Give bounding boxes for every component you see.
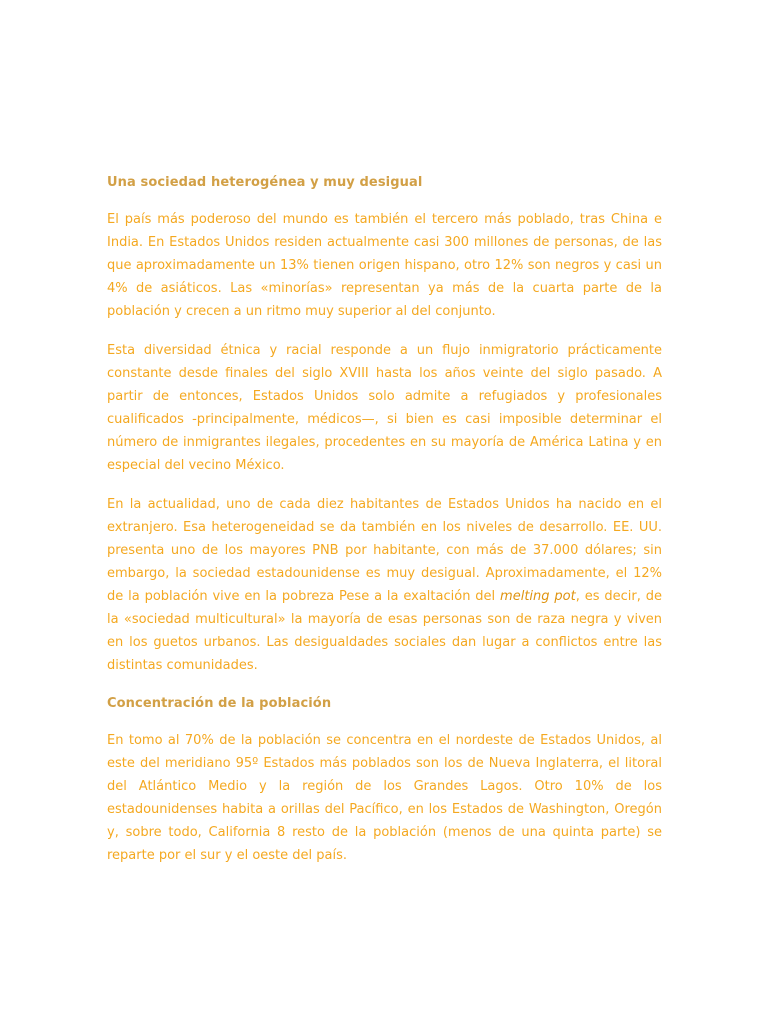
paragraph-3-text-b: , es decir, de la «sociedad multicultural» la mayoría de esas personas son de raza negra y viven en los guetos urbanos. Las desigualdades sociales dan lugar a conflictos entre las distintas comunidades. — [107, 589, 662, 673]
paragraph-3 — [107, 493, 662, 677]
paragraph-3-text-a: En la actualidad, uno de cada diez habitantes de Estados Unidos ha nacido en el extranjero. Esa heterogeneidad se da también en los niveles de desarrollo. EE. UU. presenta uno de los mayores PNB por habitante, con más de 37.000 dólares; sin embargo, la sociedad estadounidense es muy desigual. Aproximadamente, el 12% de la población vive en la pobreza Pese a la exaltación del — [107, 497, 662, 604]
document-page — [107, 172, 662, 867]
melting-pot-term: melting pot — [500, 589, 576, 604]
section-heading-sociedad: Una sociedad heterogénea y muy desigual — [107, 175, 423, 190]
paragraph-2: Esta diversidad étnica y racial responde a un flujo inmigratorio prácticamente constante desde finales del siglo XVIII hasta los años veinte del siglo pasado. A partir de entonces, Estados Unidos solo admite a refugiados y profesionales cualificados -principalmente, médicos—, si bien es casi imposible determinar el número de inmigrantes ilegales, procedentes en su mayoría de América Latina y en especial del vecino México. — [107, 343, 662, 473]
paragraph-4: En tomo al 70% de la población se concentra en el nordeste de Estados Unidos, al este del meridiano 95º Estados más poblados son los de Nueva Inglaterra, el litoral del Atlántico Medio y la región de los Grandes Lagos. Otro 10% de los estadounidenses habita a orillas del Pacífico, en los Estados de Washington, Oregón y, sobre todo, California 8 resto de la población (menos de una quinta parte) se reparte por el sur y el oeste del país. — [107, 733, 662, 863]
paragraph-1: El país más poderoso del mundo es también el tercero más poblado, tras China e India. En Estados Unidos residen actualmente casi 300 millones de personas, de las que aproximadamente un 13% tienen origen hispano, otro 12% son negros y casi un 4% de asiáticos. Las «minorías» representan ya más de la cuarta parte de la población y crecen a un ritmo muy superior al del conjunto. — [107, 212, 662, 319]
section-heading-concentracion: Concentración de la población — [107, 696, 332, 711]
